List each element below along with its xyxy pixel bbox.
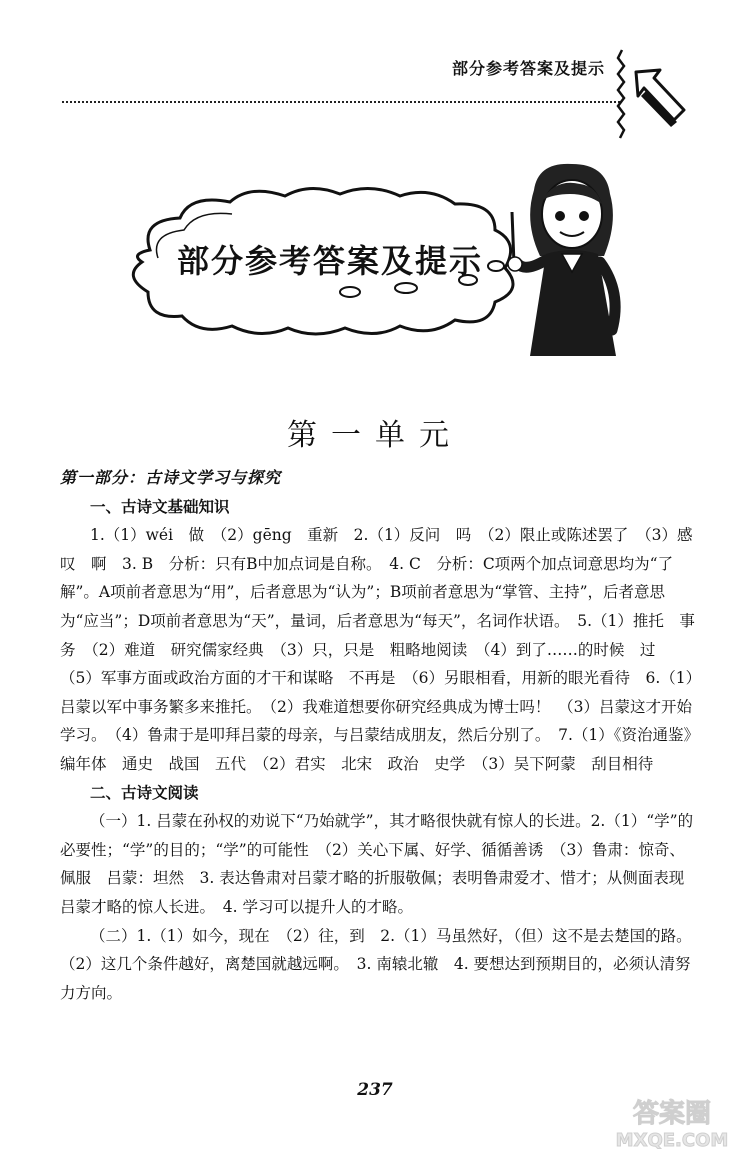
page-number: 237 [357, 1080, 393, 1100]
answer-paragraph-reading-2: （二）1.（1）如今，现在 （2）往，到 2.（1）马虽然好，（但）这不是去楚国的路。 （2）这几个条件越好，离楚国就越远啊。 3. 南辕北辙 4. 要想达到预期目的，必须认清努力方向。 [60, 926, 700, 1002]
answer-paragraph-reading-1: （一）1. 吕蒙在孙权的劝说下“乃始就学”，其才略很快就有惊人的长进。2.（1）“学”的必要性；“学”的目的；“学”的可能性 （2）关心下属、好学、循循善诱 （3）鲁肃：惊奇、佩服 吕蒙：坦然 3. 表达鲁肃对吕蒙才略的折服敬佩；表明鲁肃爱才、惜才；从侧面表现吕蒙才略的惊人长进。 4. 学习可以提升人的才略。 [60, 812, 694, 916]
banner-title: 部分参考答案及提示 [176, 242, 483, 280]
running-header-title: 部分参考答案及提示 [452, 59, 606, 78]
section-heading-basics: 一、古诗文基础知识 [90, 497, 230, 516]
watermark-url-text: MXQE.COM [615, 1130, 729, 1151]
watermark-logo [598, 1096, 746, 1152]
corner-arrow-icon [614, 48, 690, 140]
answer-body [60, 464, 700, 1007]
answer-paragraph-basics: 1.（1）wéi 做 （2）gēng 重新 2.（1）反问 吗 （2）限止或陈述罢了 （3）感叹 啊 3. B 分析：只有B中加点词是自称。 4. C 分析：C项两个加点词意思均为“了解”。A项前者意思为“用”，后者意思为“认为”；B项前者意思为“掌管、主持”，后者意思为“应当”；D项前者意思为“天”，量词，后者意思为“每天”，名词作状语。 5.（1）推托 事务 （2）难道 研究儒家经典 （3）只，只是 粗略地阅读 （4）到了……的时候 过 （5）军事方面或政治方面的才干和谋略 不再是 （6）另眼相看，用新的眼光看待 6.（1）吕蒙以军中事务繁多来推托。 （2）我难道想要你研究经典成为博士吗！ （3）吕蒙这才开始学习。 （4）鲁肃于是叩拜吕蒙的母亲，与吕蒙结成朋友，然后分别了。 7.（1）《资治通鉴》编年体 通史 战国 五代 （2）君实 北宋 政治 史学 （3）吴下阿蒙 刮目相待 [60, 526, 695, 773]
watermark-logo-text: 答案圈 [632, 1099, 712, 1129]
teacher-illustration [500, 160, 640, 360]
section-heading-reading: 二、古诗文阅读 [90, 783, 199, 802]
header-dotted-rule [62, 101, 620, 103]
part-heading: 第一部分：古诗文学习与探究 [60, 468, 282, 487]
unit-title: 第一单元 [287, 418, 463, 453]
